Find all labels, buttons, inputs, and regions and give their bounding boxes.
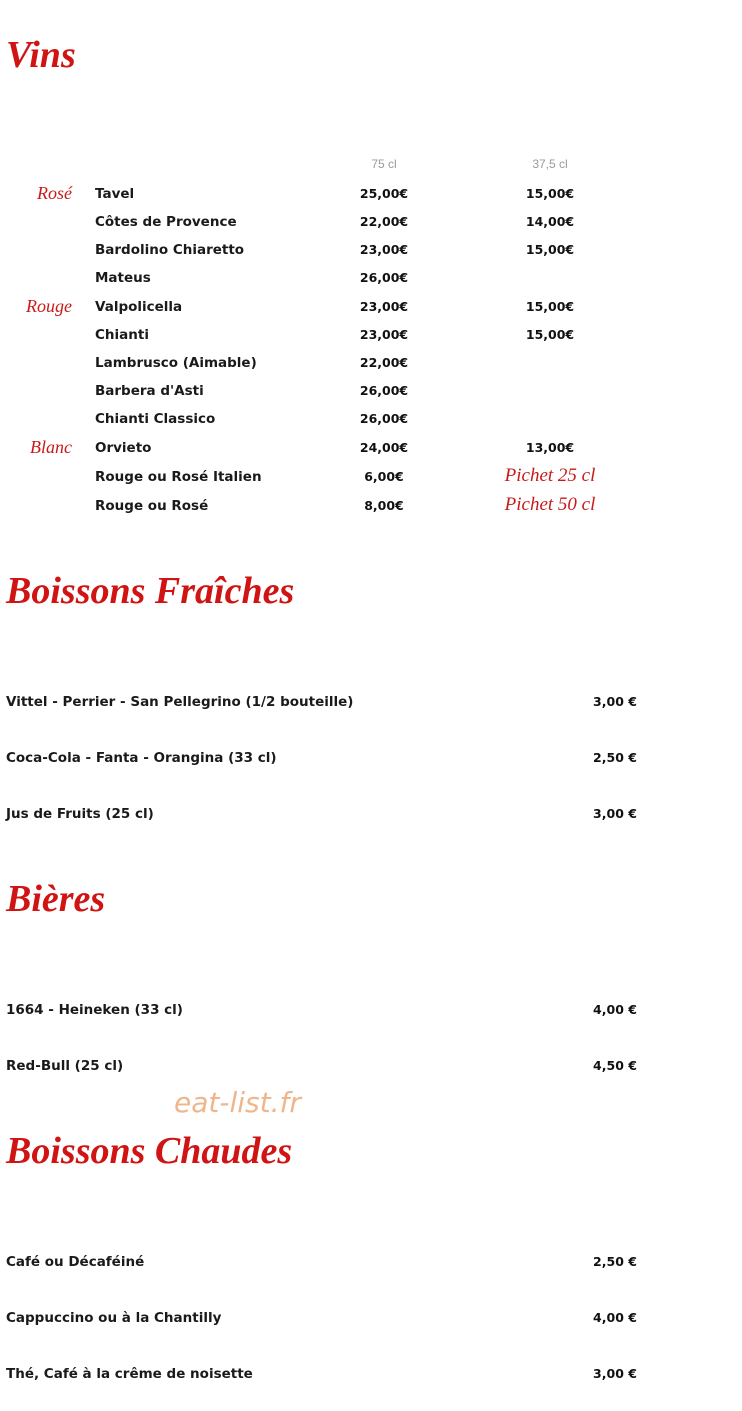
wine-price-75cl: 26,00€: [359, 383, 409, 398]
wine-name: Chianti Classico: [95, 411, 216, 427]
wine-price-75cl: 22,00€: [359, 214, 409, 229]
wine-row: [0, 242, 742, 262]
wine-name: Lambrusco (Aimable): [95, 355, 257, 371]
wine-price-75cl: 23,00€: [359, 242, 409, 257]
wine-price-pichet: 8,00€: [364, 498, 404, 513]
wine-price-37-5cl: 13,00€: [525, 440, 575, 455]
watermark: eat-list.fr: [174, 1086, 301, 1119]
list-item: [0, 1002, 742, 1022]
item-name: Cappuccino ou à la Chantilly: [6, 1310, 222, 1326]
item-name: Thé, Café à la crême de noisette: [6, 1366, 253, 1382]
wine-price-37-5cl: 15,00€: [525, 327, 575, 342]
section-title-boissons-fraiches: Boissons Fraîches: [6, 570, 295, 612]
wine-name: Valpolicella: [95, 299, 183, 315]
item-price: 2,50 €: [593, 750, 637, 765]
wine-row: [0, 411, 742, 431]
item-price: 3,00 €: [593, 806, 637, 821]
list-item: [0, 1058, 742, 1078]
section-title-boissons-chaudes: Boissons Chaudes: [6, 1130, 293, 1172]
item-name: Coca-Cola - Fanta - Orangina (33 cl): [6, 750, 277, 766]
wine-price-37-5cl: 15,00€: [525, 299, 575, 314]
column-header-75cl: 75 cl: [371, 157, 397, 171]
list-item: [0, 1254, 742, 1274]
wine-price-37-5cl: 14,00€: [525, 214, 575, 229]
wine-price-75cl: 26,00€: [359, 270, 409, 285]
wine-row: [0, 383, 742, 403]
item-name: Vittel - Perrier - San Pellegrino (1/2 bouteille): [6, 694, 354, 710]
item-name: 1664 - Heineken (33 cl): [6, 1002, 183, 1018]
wine-row: [0, 214, 742, 234]
column-header-37-5cl: 37,5 cl: [532, 157, 568, 171]
item-name: Jus de Fruits (25 cl): [6, 806, 154, 822]
wine-row: [0, 465, 742, 489]
wine-category: Rosé: [37, 183, 72, 203]
wine-row: [0, 183, 742, 206]
wine-price-37-5cl: 15,00€: [525, 186, 575, 201]
wine-name: Mateus: [95, 270, 151, 286]
item-price: 2,50 €: [593, 1254, 637, 1269]
item-price: 3,00 €: [593, 1366, 637, 1381]
list-item: [0, 1310, 742, 1330]
wine-name: Tavel: [95, 186, 135, 202]
wine-name: Chianti: [95, 327, 149, 343]
wine-row: [0, 494, 742, 518]
wine-name: Rouge ou Rosé: [95, 498, 209, 514]
item-name: Café ou Décaféiné: [6, 1254, 145, 1270]
section-title-vins: Vins: [6, 34, 76, 76]
item-price: 3,00 €: [593, 694, 637, 709]
wine-row: [0, 355, 742, 375]
wine-category: Rouge: [26, 296, 72, 316]
wine-price-75cl: 22,00€: [359, 355, 409, 370]
wine-price-75cl: 23,00€: [359, 299, 409, 314]
wine-price-75cl: 26,00€: [359, 411, 409, 426]
list-item: [0, 1366, 742, 1386]
wine-name: Orvieto: [95, 440, 152, 456]
wine-price-75cl: 25,00€: [359, 186, 409, 201]
section-title-bieres: Bières: [6, 878, 106, 920]
list-item: [0, 806, 742, 826]
wine-price-pichet: 6,00€: [364, 469, 404, 484]
item-name: Red-Bull (25 cl): [6, 1058, 124, 1074]
wine-row: [0, 437, 742, 460]
item-price: 4,50 €: [593, 1058, 637, 1073]
wine-row: [0, 327, 742, 347]
wine-price-75cl: 23,00€: [359, 327, 409, 342]
wine-name: Barbera d'Asti: [95, 383, 204, 399]
wine-name: Bardolino Chiaretto: [95, 242, 245, 258]
wine-price-37-5cl: 15,00€: [525, 242, 575, 257]
pichet-label: Pichet 50 cl: [504, 494, 596, 515]
item-price: 4,00 €: [593, 1002, 637, 1017]
wine-row: [0, 270, 742, 290]
wine-price-75cl: 24,00€: [359, 440, 409, 455]
pichet-label: Pichet 25 cl: [504, 465, 596, 486]
item-price: 4,00 €: [593, 1310, 637, 1325]
list-item: [0, 750, 742, 770]
wine-name: Rouge ou Rosé Italien: [95, 469, 262, 485]
list-item: [0, 694, 742, 714]
wine-row: [0, 296, 742, 319]
wine-category: Blanc: [30, 437, 72, 457]
wine-name: Côtes de Provence: [95, 214, 237, 230]
